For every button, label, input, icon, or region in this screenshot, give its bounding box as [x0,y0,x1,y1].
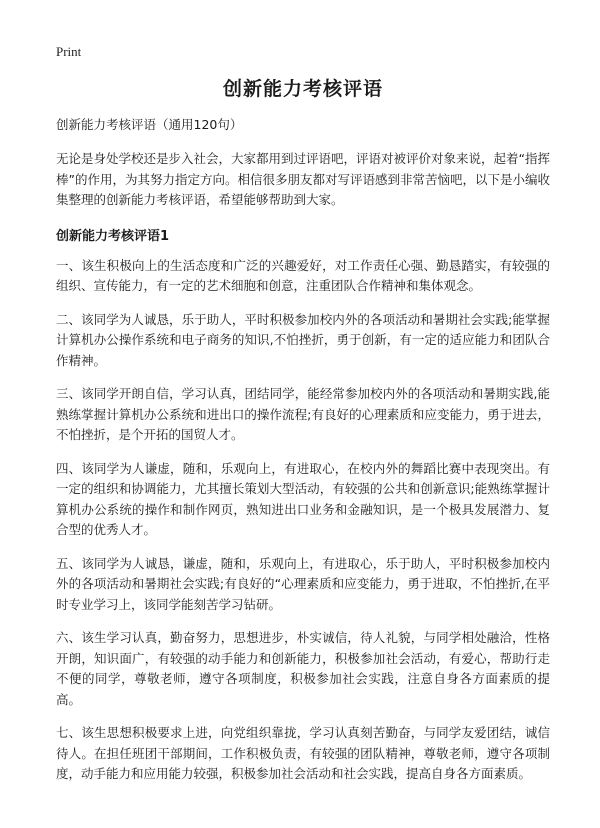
comment-paragraph-1: 一、该生积极向上的生活态度和广泛的兴趣爱好，对工作责任心强、勤恳踏实，有较强的组织、宣传能力，有一定的艺术细胞和创意，注重团队合作精神和集体观念。 [56,257,550,293]
comment-paragraph-6: 六、该生学习认真，勤奋努力，思想进步，朴实诚信，待人礼貌，与同学相处融洽，性格开朗，知识面广，有较强的动手能力和创新能力，积极参加社会活动，有爱心，帮助行走不便的同学，尊敬老师，遵守各项制度，积极参加社会实践，注意自身各方面素质的提高。 [56,630,550,707]
document-subtitle: 创新能力考核评语（通用120句） [56,117,243,132]
document-page [56,74,550,798]
comment-paragraph-3: 三、该同学开朗自信，学习认真，团结同学，能经常参加校内外的各项活动和暑期实践,能熟练掌握计算机办公系统和进出口的操作流程;有良好的心理素质和应变能力，勇于进去，不怕挫折，是个开拓的国贸人才。 [56,386,550,442]
comment-paragraph-5: 五、该同学为人诚恳，谦虚，随和，乐观向上，有进取心，乐于助人，平时积极参加校内外的各项活动和暑期社会实践;有良好的“心理素质和应变能力，勇于进取，不怕挫折,在平时专业学习上，该同学能刻苦学习钻研。 [56,555,550,612]
print-link[interactable]: Print [56,44,82,59]
section-heading: 创新能力考核评语1 [56,228,170,244]
intro-paragraph: 无论是身处学校还是步入社会，大家都用到过评语吧，评语对被评价对象来说，起着“指挥棒”的作用，为其努力指定方向。相信很多朋友都对写评语感到非常苦恼吧，以下是小编收集整理的创新能力考核评语，希望能够帮助到大家。 [56,151,550,207]
page-title: 创新能力考核评语 [222,78,383,100]
comment-paragraph-4: 四、该同学为人谦虚，随和，乐观向上，有进取心，在校内外的舞蹈比赛中表现突出。有一定的组织和协调能力，尤其擅长策划大型活动，有较强的公共和创新意识;能熟练掌握计算机办公系统的操作和制作网页，熟知进出口业务和金融知识，是一个极具发展潜力、复合型的优秀人才。 [56,460,550,537]
comment-paragraph-2: 二、该同学为人诚恳，乐于助人，平时积极参加校内外的各项活动和暑期社会实践;能掌握计算机办公操作系统和电子商务的知识,不怕挫折，勇于创新，有一定的适应能力和团队合作精神。 [56,311,550,368]
comment-paragraph-7: 七、该生思想积极要求上进，向党组织靠拢，学习认真刻苦勤奋，与同学友爱团结，诚信待人。在担任班团干部期间，工作积极负责，有较强的团队精神，尊敬老师，遵守各项制度，动手能力和应用能力较强，积极参加社会活动和社会实践，提高自身各方面素质。 [56,725,550,781]
